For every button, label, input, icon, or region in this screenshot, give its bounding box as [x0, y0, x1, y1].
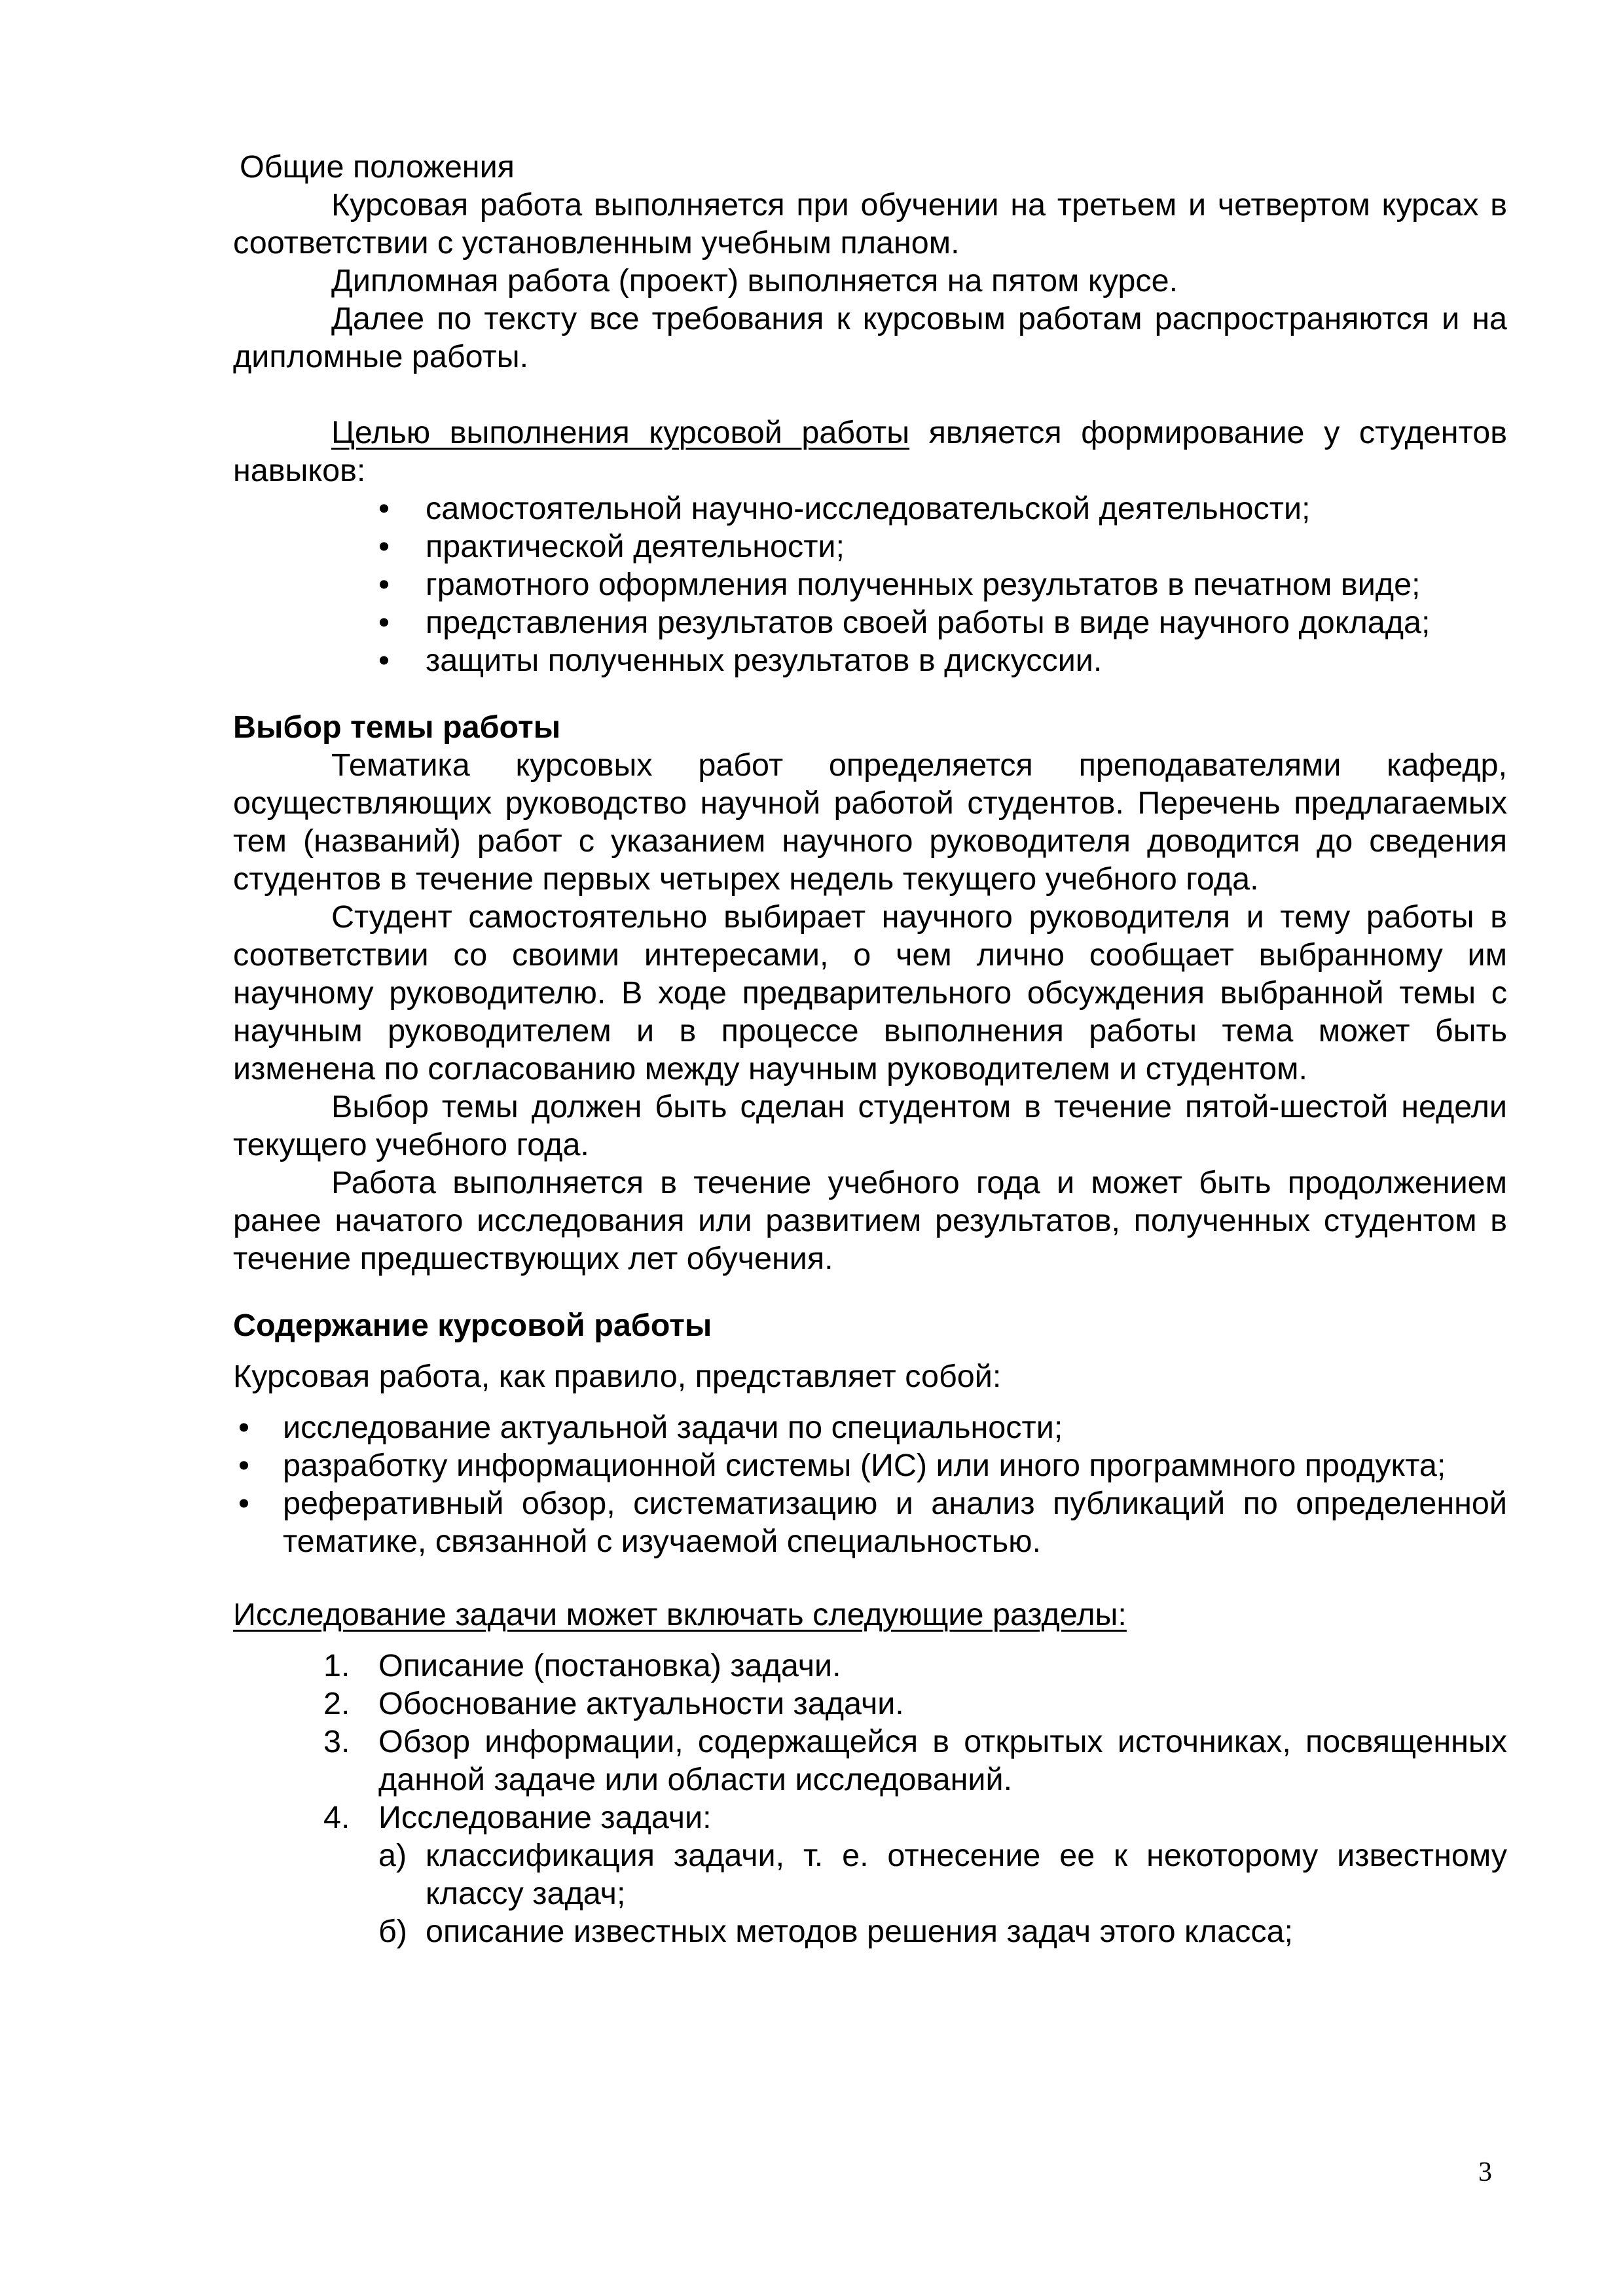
bullet-icon: •	[238, 1486, 249, 1521]
list-item: • реферативный обзор, систематизацию и анализ публикаций по определенной тематике, связанной с изучаемой специальностью.	[238, 1486, 1507, 1559]
section-content-heading: Содержание курсовой работы	[233, 1308, 712, 1343]
content-types-list	[233, 1408, 1507, 1560]
list-item: • самостоятельной научно-исследовательской деятельности;	[378, 491, 1311, 526]
paragraph: Далее по тексту все требования к курсовым работам распространяются и на дипломные работы.	[233, 301, 1507, 374]
paragraph: Тематика курсовых работ определяется преподавателями кафедр, осуществляющих руководство научной работой студентов. Перечень предлагаемых тем (названий) работ с указанием научного руководителя доводится до сведения студентов в течение первых четырех недель текущего учебного года.	[233, 747, 1507, 897]
bullet-icon: •	[378, 529, 390, 564]
bullet-icon: •	[238, 1410, 249, 1445]
bullet-icon: •	[378, 605, 390, 640]
list-item: • представления результатов своей работы в виде научного доклада;	[378, 605, 1431, 640]
section-general-heading: Общие положения	[240, 149, 515, 185]
sub-item: б) описание известных методов решения задач этого класса;	[378, 1914, 1294, 1949]
sub-item: а) классификация задачи, т. е. отнесение ее к некоторому известному классу задач;	[378, 1838, 1507, 1911]
list-item: • защиты полученных результатов в дискуссии.	[378, 643, 1103, 678]
bullet-icon: •	[378, 567, 390, 602]
numbered-item: 1. Описание (постановка) задачи.	[323, 1648, 841, 1683]
page-number: 3	[1478, 2157, 1492, 2187]
paragraph: Студент самостоятельно выбирает научного руководителя и тему работы в соответствии со своими интересами, о чем лично сообщает выбранному им научному руководителю. В ходе предварительного обсуждения выбранной темы с научным руководителем и в процессе выполнения работы тема может быть изменена по согласованию между научным руководителем и студентом.	[233, 899, 1507, 1086]
paragraph: Дипломная работа (проект) выполняется на пятом курсе.	[331, 263, 1178, 298]
bullet-icon: •	[378, 643, 390, 678]
list-item: • исследование актуальной задачи по специальности;	[238, 1410, 1063, 1445]
list-item: • разработку информационной системы (ИС) или иного программного продукта;	[238, 1448, 1446, 1483]
paragraph: Выбор темы должен быть сделан студентом в течение пятой-шестой недели текущего учебного года.	[233, 1089, 1507, 1162]
list-item: • практической деятельности;	[378, 529, 845, 564]
numbered-item: 3. Обзор информации, содержащейся в открытых источниках, посвященных данной задаче или области исследований.	[323, 1724, 1507, 1797]
research-sections-list	[233, 1647, 1507, 1837]
list-item: • грамотного оформления полученных результатов в печатном виде;	[378, 567, 1421, 602]
skills-list	[233, 490, 1507, 679]
numbered-item: 2. Обоснование актуальности задачи.	[323, 1686, 904, 1721]
section-topic-heading: Выбор темы работы	[233, 709, 561, 745]
page-content	[233, 148, 1507, 1950]
bullet-icon: •	[238, 1448, 249, 1483]
paragraph: Работа выполняется в течение учебного года и может быть продолжением ранее начатого исследования или развитием результатов, полученных студентом в течение предшествующих лет обучения.	[233, 1165, 1507, 1276]
paragraph: Курсовая работа выполняется при обучении на третьем и четвертом курсах в соответствии с установленным учебным планом.	[233, 187, 1507, 260]
numbered-item: 4. Исследование задачи:	[323, 1800, 712, 1835]
research-sublist	[233, 1837, 1507, 1950]
goal-text: является формирование у студентов навыков:	[233, 415, 1507, 488]
bullet-icon: •	[378, 491, 390, 526]
content-intro: Курсовая работа, как правило, представляет собой:	[233, 1359, 1002, 1394]
research-heading: Исследование задачи может включать следующие разделы:	[233, 1597, 1127, 1632]
goal-underlined-text: Целью выполнения курсовой работы	[331, 415, 910, 450]
goal-paragraph	[233, 414, 1507, 490]
